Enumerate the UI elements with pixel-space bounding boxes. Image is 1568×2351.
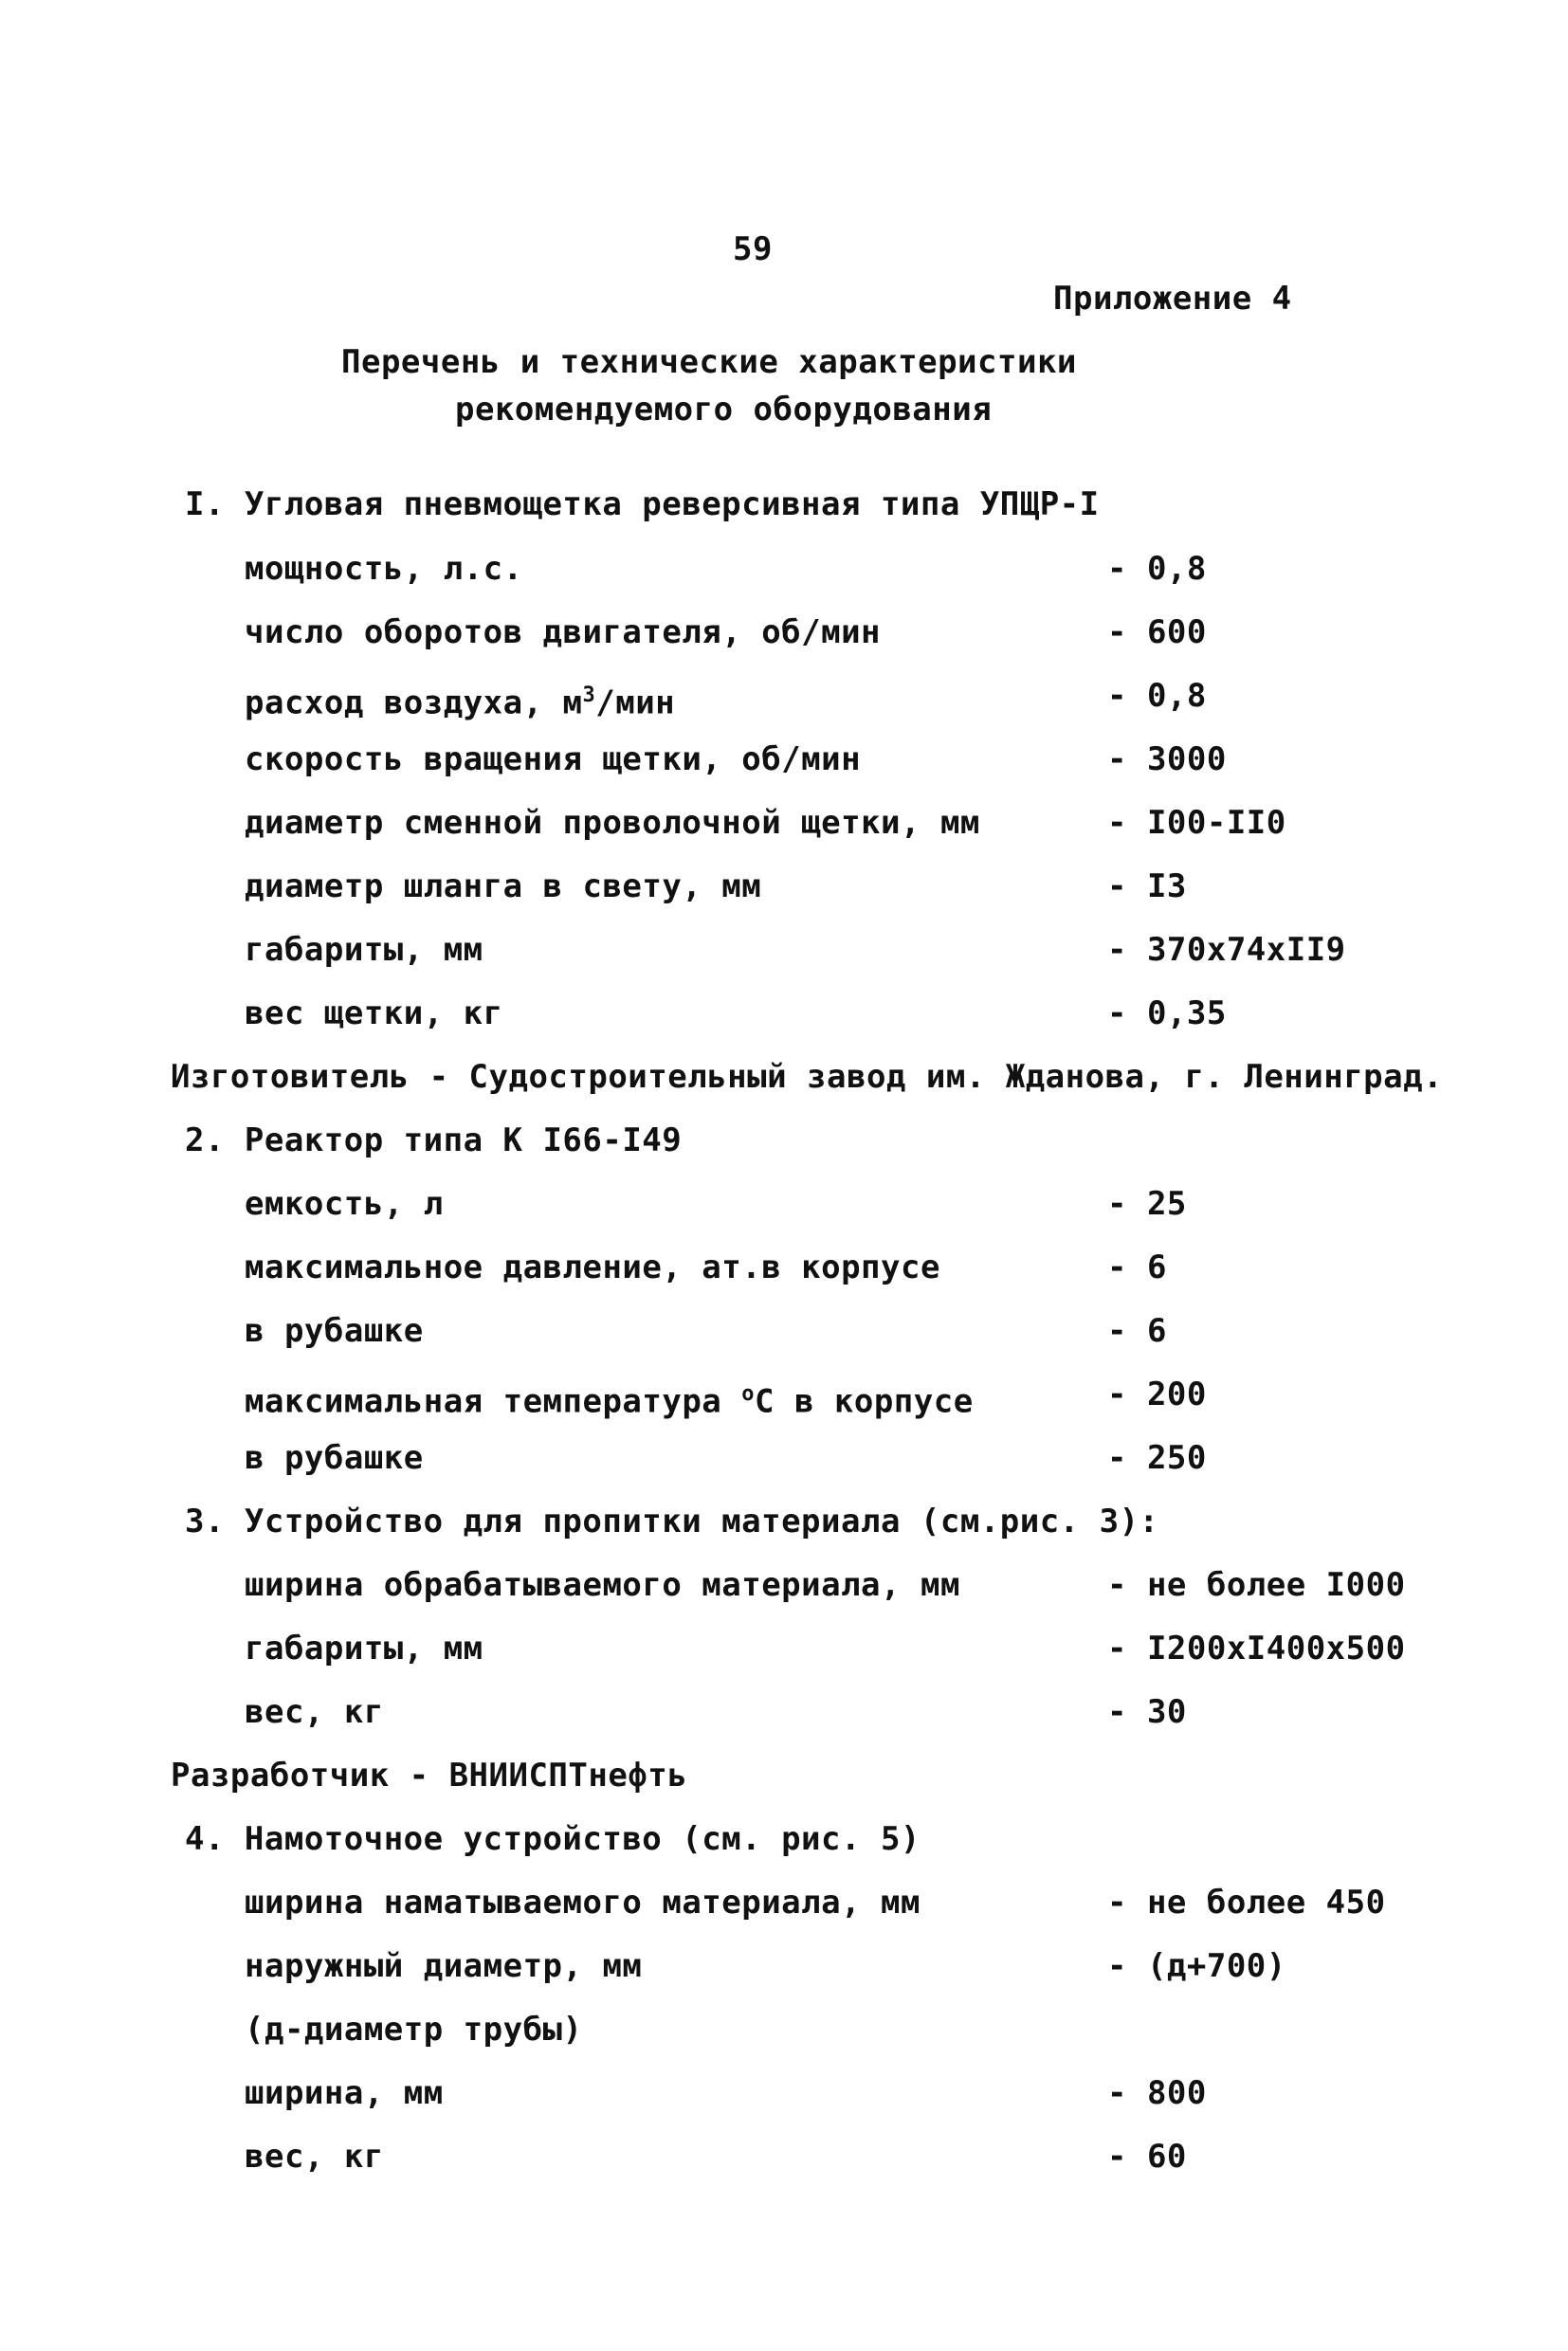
spec-label: емкость, л bbox=[245, 1185, 444, 1223]
spec-value: - 25 bbox=[1107, 1185, 1187, 1223]
spec-value: - 0,8 bbox=[1107, 550, 1207, 588]
developer-note: Разработчик - ВНИИСПТнефть bbox=[171, 1757, 688, 1795]
spec-value: - I200xI400x500 bbox=[1107, 1630, 1406, 1668]
section-heading: 4. Намоточное устройство (см. рис. 5) bbox=[185, 1820, 921, 1858]
appendix-label: Приложение 4 bbox=[1053, 280, 1292, 318]
spec-label: в рубашке bbox=[245, 1439, 424, 1477]
spec-value: - I00-II0 bbox=[1107, 804, 1286, 842]
spec-label: в рубашке bbox=[245, 1312, 424, 1350]
spec-value: - не более 450 bbox=[1107, 1884, 1386, 1922]
spec-value: - 3000 bbox=[1107, 740, 1227, 778]
spec-label: ширина, мм bbox=[245, 2074, 444, 2112]
spec-label: число оборотов двигателя, об/мин bbox=[245, 613, 882, 651]
spec-value: - 200 bbox=[1107, 1376, 1207, 1413]
spec-label: диаметр шланга в свету, мм bbox=[245, 867, 762, 905]
spec-value: - 6 bbox=[1107, 1248, 1167, 1286]
spec-label-with-superscript bbox=[245, 1376, 974, 1420]
spec-label: ширина наматываемого материала, мм bbox=[245, 1884, 921, 1922]
spec-value: - 250 bbox=[1107, 1439, 1207, 1477]
spec-value: - 0,35 bbox=[1107, 994, 1227, 1032]
spec-label: максимальная температура bbox=[245, 1382, 742, 1421]
spec-label: максимальное давление, ат.в корпусе bbox=[245, 1248, 940, 1286]
page-title-line-1: Перечень и технические характеристики bbox=[341, 343, 1077, 381]
superscript: о bbox=[741, 1382, 755, 1406]
spec-label: вес, кг bbox=[245, 1693, 384, 1731]
spec-label: наружный диаметр, мм bbox=[245, 1947, 643, 1985]
section-heading: 2. Реактор типа К I66-I49 bbox=[185, 1121, 683, 1159]
spec-label: скорость вращения щетки, об/мин bbox=[245, 740, 862, 778]
spec-value: - 600 bbox=[1107, 613, 1207, 651]
spec-value: - I3 bbox=[1107, 867, 1187, 905]
section-heading: 3. Устройство для пропитки материала (см.рис. 3): bbox=[185, 1503, 1159, 1540]
superscript: 3 bbox=[582, 683, 596, 707]
spec-value: - (д+700) bbox=[1107, 1947, 1286, 1985]
spec-label-tail: С в корпусе bbox=[755, 1382, 974, 1421]
spec-label-tail: /мин bbox=[595, 683, 676, 722]
spec-label: вес, кг bbox=[245, 2138, 384, 2176]
spec-label: мощность, л.с. bbox=[245, 550, 523, 588]
spec-label: диаметр сменной проволочной щетки, мм bbox=[245, 804, 980, 842]
spec-value: - 370x74xII9 bbox=[1107, 931, 1346, 969]
spec-label: габариты, мм bbox=[245, 931, 483, 969]
page-title-line-2: рекомендуемого оборудования bbox=[455, 391, 993, 428]
spec-value: - 6 bbox=[1107, 1312, 1167, 1350]
page-number: 59 bbox=[733, 230, 773, 268]
spec-label: расход воздуха, м bbox=[245, 683, 583, 722]
spec-value: - 30 bbox=[1107, 1693, 1187, 1731]
spec-value: - не более I000 bbox=[1107, 1566, 1406, 1604]
spec-label: ширина обрабатываемого материала, мм bbox=[245, 1566, 960, 1604]
spec-value: - 60 bbox=[1107, 2138, 1187, 2176]
spec-label: вес щетки, кг bbox=[245, 994, 503, 1032]
spec-value: - 0,8 bbox=[1107, 677, 1207, 715]
spec-label-with-superscript bbox=[245, 677, 675, 721]
spec-value: - 800 bbox=[1107, 2074, 1207, 2112]
spec-label: габариты, мм bbox=[245, 1630, 483, 1668]
spec-label: (д-диаметр трубы) bbox=[245, 2011, 583, 2049]
manufacturer-note: Изготовитель - Судостроительный завод им. Жданова, г. Ленинград. bbox=[171, 1058, 1444, 1096]
section-heading: I. Угловая пневмощетка реверсивная типа УПЩР-I bbox=[185, 485, 1100, 523]
